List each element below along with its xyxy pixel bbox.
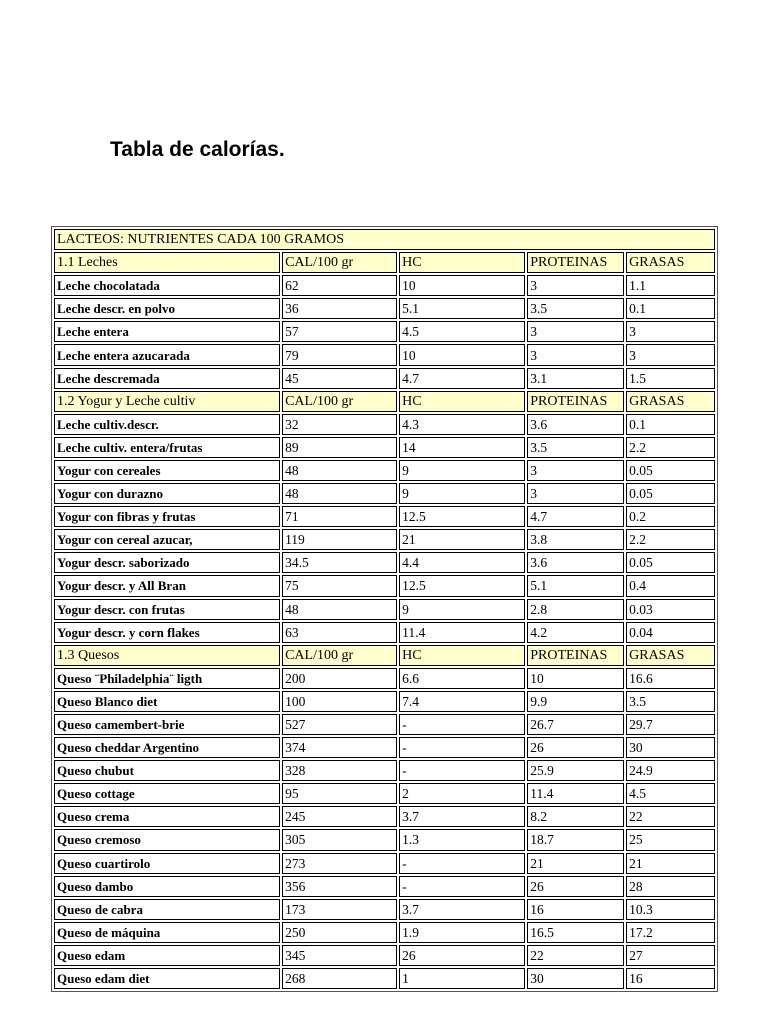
section-header-calories: CAL/100 gr bbox=[282, 391, 397, 412]
cell-fats: 27 bbox=[626, 945, 715, 966]
cell-calories: 345 bbox=[282, 945, 397, 966]
section-header-row bbox=[54, 391, 715, 412]
section-header-proteins: PROTEINAS bbox=[527, 391, 624, 412]
cell-carbs: 4.3 bbox=[399, 414, 525, 435]
table-row bbox=[54, 853, 715, 874]
section-header-calories: CAL/100 gr bbox=[282, 252, 397, 273]
cell-calories: 268 bbox=[282, 968, 397, 989]
cell-calories: 45 bbox=[282, 368, 397, 389]
cell-calories: 48 bbox=[282, 483, 397, 504]
cell-proteins: 21 bbox=[527, 853, 624, 874]
cell-carbs: 1.9 bbox=[399, 922, 525, 943]
cell-fats: 4.5 bbox=[626, 783, 715, 804]
cell-carbs: 21 bbox=[399, 529, 525, 550]
table-row bbox=[54, 506, 715, 527]
cell-fats: 22 bbox=[626, 806, 715, 827]
cell-proteins: 22 bbox=[527, 945, 624, 966]
cell-proteins: 2.8 bbox=[527, 599, 624, 620]
cell-fats: 0.03 bbox=[626, 599, 715, 620]
section-header-calories: CAL/100 gr bbox=[282, 645, 397, 666]
cell-carbs: 4.7 bbox=[399, 368, 525, 389]
cell-carbs: 4.4 bbox=[399, 552, 525, 573]
cell-proteins: 3 bbox=[527, 321, 624, 342]
cell-calories: 527 bbox=[282, 714, 397, 735]
table-row bbox=[54, 460, 715, 481]
cell-carbs: 9 bbox=[399, 460, 525, 481]
cell-calories: 245 bbox=[282, 806, 397, 827]
section-header-name: 1.3 Quesos bbox=[54, 645, 280, 666]
cell-carbs: 1.3 bbox=[399, 829, 525, 850]
cell-carbs: 1 bbox=[399, 968, 525, 989]
table-row bbox=[54, 714, 715, 735]
cell-calories: 89 bbox=[282, 437, 397, 458]
page-title: Tabla de calorías. bbox=[110, 138, 285, 161]
cell-name: Leche cultiv. entera/frutas bbox=[54, 437, 280, 458]
table-row bbox=[54, 622, 715, 643]
cell-carbs: 6.6 bbox=[399, 668, 525, 689]
cell-proteins: 3.6 bbox=[527, 552, 624, 573]
cell-name: Queso edam bbox=[54, 945, 280, 966]
cell-name: Queso cuartirolo bbox=[54, 853, 280, 874]
cell-proteins: 3 bbox=[527, 275, 624, 296]
cell-carbs: 12.5 bbox=[399, 575, 525, 596]
main-header-row bbox=[54, 229, 715, 250]
table-row bbox=[54, 368, 715, 389]
cell-name: Leche entera bbox=[54, 321, 280, 342]
table-row bbox=[54, 668, 715, 689]
cell-fats: 0.1 bbox=[626, 414, 715, 435]
cell-carbs: - bbox=[399, 737, 525, 758]
cell-name: Leche chocolatada bbox=[54, 275, 280, 296]
cell-carbs: 26 bbox=[399, 945, 525, 966]
cell-proteins: 3.6 bbox=[527, 414, 624, 435]
cell-fats: 17.2 bbox=[626, 922, 715, 943]
cell-name: Leche descr. en polvo bbox=[54, 298, 280, 319]
cell-carbs: 3.7 bbox=[399, 899, 525, 920]
cell-proteins: 3.1 bbox=[527, 368, 624, 389]
calorie-table-container bbox=[51, 226, 718, 1024]
cell-carbs: - bbox=[399, 760, 525, 781]
cell-fats: 21 bbox=[626, 853, 715, 874]
cell-carbs: 10 bbox=[399, 275, 525, 296]
table-row bbox=[54, 599, 715, 620]
cell-proteins: 3 bbox=[527, 460, 624, 481]
cell-fats: 3.5 bbox=[626, 691, 715, 712]
section-header-carbs: HC bbox=[399, 645, 525, 666]
cell-name: Queso cheddar Argentino bbox=[54, 737, 280, 758]
table-row bbox=[54, 968, 715, 989]
section-header-fats: GRASAS bbox=[626, 252, 715, 273]
cell-calories: 36 bbox=[282, 298, 397, 319]
cell-fats: 16.6 bbox=[626, 668, 715, 689]
cell-proteins: 10 bbox=[527, 668, 624, 689]
cell-carbs: 2 bbox=[399, 783, 525, 804]
cell-name: Queso edam diet bbox=[54, 968, 280, 989]
cell-proteins: 9.9 bbox=[527, 691, 624, 712]
cell-proteins: 5.1 bbox=[527, 575, 624, 596]
cell-proteins: 3.8 bbox=[527, 529, 624, 550]
cell-fats: 0.05 bbox=[626, 552, 715, 573]
cell-fats: 10.3 bbox=[626, 899, 715, 920]
cell-name: Yogur descr. con frutas bbox=[54, 599, 280, 620]
table-row bbox=[54, 529, 715, 550]
cell-calories: 79 bbox=[282, 344, 397, 365]
cell-proteins: 4.2 bbox=[527, 622, 624, 643]
cell-name: Queso crema bbox=[54, 806, 280, 827]
cell-fats: 29.7 bbox=[626, 714, 715, 735]
cell-name: Yogur con cereal azucar, bbox=[54, 529, 280, 550]
cell-carbs: 9 bbox=[399, 483, 525, 504]
cell-name: Queso chubut bbox=[54, 760, 280, 781]
section-header-proteins: PROTEINAS bbox=[527, 252, 624, 273]
cell-calories: 48 bbox=[282, 460, 397, 481]
cell-calories: 100 bbox=[282, 691, 397, 712]
cell-carbs: 12.5 bbox=[399, 506, 525, 527]
cell-fats: 24.9 bbox=[626, 760, 715, 781]
table-row bbox=[54, 344, 715, 365]
cell-proteins: 3 bbox=[527, 483, 624, 504]
cell-calories: 75 bbox=[282, 575, 397, 596]
cell-proteins: 25.9 bbox=[527, 760, 624, 781]
cell-name: Queso camembert-brie bbox=[54, 714, 280, 735]
cell-fats: 0.04 bbox=[626, 622, 715, 643]
table-row bbox=[54, 783, 715, 804]
cell-calories: 305 bbox=[282, 829, 397, 850]
table-row bbox=[54, 737, 715, 758]
section-header-fats: GRASAS bbox=[626, 391, 715, 412]
cell-calories: 173 bbox=[282, 899, 397, 920]
cell-calories: 48 bbox=[282, 599, 397, 620]
cell-calories: 95 bbox=[282, 783, 397, 804]
cell-fats: 0.05 bbox=[626, 460, 715, 481]
cell-calories: 328 bbox=[282, 760, 397, 781]
cell-proteins: 26.7 bbox=[527, 714, 624, 735]
table-row bbox=[54, 945, 715, 966]
table-row bbox=[54, 760, 715, 781]
cell-calories: 34.5 bbox=[282, 552, 397, 573]
table-row bbox=[54, 806, 715, 827]
calorie-table-body bbox=[54, 229, 715, 989]
cell-name: Queso Blanco diet bbox=[54, 691, 280, 712]
cell-fats: 1.1 bbox=[626, 275, 715, 296]
cell-proteins: 3 bbox=[527, 344, 624, 365]
table-row bbox=[54, 899, 715, 920]
cell-name: Leche entera azucarada bbox=[54, 344, 280, 365]
cell-proteins: 26 bbox=[527, 737, 624, 758]
cell-fats: 28 bbox=[626, 876, 715, 897]
section-header-name: 1.1 Leches bbox=[54, 252, 280, 273]
cell-name: Yogur con durazno bbox=[54, 483, 280, 504]
cell-name: Queso cremoso bbox=[54, 829, 280, 850]
main-header-cell: LACTEOS: NUTRIENTES CADA 100 GRAMOS bbox=[54, 229, 715, 250]
cell-name: Yogur descr. saborizado bbox=[54, 552, 280, 573]
cell-calories: 356 bbox=[282, 876, 397, 897]
cell-fats: 0.05 bbox=[626, 483, 715, 504]
cell-fats: 1.5 bbox=[626, 368, 715, 389]
table-row bbox=[54, 552, 715, 573]
cell-calories: 250 bbox=[282, 922, 397, 943]
cell-name: Leche cultiv.descr. bbox=[54, 414, 280, 435]
cell-proteins: 16 bbox=[527, 899, 624, 920]
cell-name: Queso cottage bbox=[54, 783, 280, 804]
cell-name: Queso de máquina bbox=[54, 922, 280, 943]
cell-fats: 0.4 bbox=[626, 575, 715, 596]
cell-name: Queso ¨Philadelphia¨ ligth bbox=[54, 668, 280, 689]
table-row bbox=[54, 437, 715, 458]
cell-calories: 71 bbox=[282, 506, 397, 527]
table-row bbox=[54, 829, 715, 850]
cell-fats: 0.1 bbox=[626, 298, 715, 319]
cell-proteins: 4.7 bbox=[527, 506, 624, 527]
table-row bbox=[54, 575, 715, 596]
cell-proteins: 3.5 bbox=[527, 437, 624, 458]
cell-name: Yogur con fibras y frutas bbox=[54, 506, 280, 527]
cell-carbs: - bbox=[399, 853, 525, 874]
cell-name: Queso de cabra bbox=[54, 899, 280, 920]
cell-name: Queso dambo bbox=[54, 876, 280, 897]
cell-calories: 63 bbox=[282, 622, 397, 643]
cell-calories: 374 bbox=[282, 737, 397, 758]
cell-calories: 119 bbox=[282, 529, 397, 550]
section-header-fats: GRASAS bbox=[626, 645, 715, 666]
cell-carbs: 10 bbox=[399, 344, 525, 365]
cell-fats: 0.2 bbox=[626, 506, 715, 527]
cell-fats: 30 bbox=[626, 737, 715, 758]
cell-carbs: 11.4 bbox=[399, 622, 525, 643]
table-row bbox=[54, 876, 715, 897]
section-header-carbs: HC bbox=[399, 391, 525, 412]
cell-proteins: 16.5 bbox=[527, 922, 624, 943]
cell-name: Leche descremada bbox=[54, 368, 280, 389]
cell-proteins: 30 bbox=[527, 968, 624, 989]
table-row bbox=[54, 414, 715, 435]
cell-carbs: 9 bbox=[399, 599, 525, 620]
cell-calories: 273 bbox=[282, 853, 397, 874]
cell-proteins: 26 bbox=[527, 876, 624, 897]
cell-carbs: 4.5 bbox=[399, 321, 525, 342]
cell-carbs: 7.4 bbox=[399, 691, 525, 712]
cell-fats: 25 bbox=[626, 829, 715, 850]
table-row bbox=[54, 691, 715, 712]
section-header-proteins: PROTEINAS bbox=[527, 645, 624, 666]
cell-carbs: 14 bbox=[399, 437, 525, 458]
cell-calories: 62 bbox=[282, 275, 397, 296]
table-row bbox=[54, 321, 715, 342]
cell-proteins: 8.2 bbox=[527, 806, 624, 827]
cell-fats: 3 bbox=[626, 344, 715, 365]
section-header-row bbox=[54, 645, 715, 666]
cell-name: Yogur descr. y All Bran bbox=[54, 575, 280, 596]
cell-calories: 57 bbox=[282, 321, 397, 342]
cell-name: Yogur con cereales bbox=[54, 460, 280, 481]
table-row bbox=[54, 275, 715, 296]
cell-fats: 16 bbox=[626, 968, 715, 989]
cell-name: Yogur descr. y corn flakes bbox=[54, 622, 280, 643]
section-header-carbs: HC bbox=[399, 252, 525, 273]
cell-calories: 32 bbox=[282, 414, 397, 435]
calorie-table bbox=[51, 226, 718, 992]
cell-carbs: - bbox=[399, 714, 525, 735]
cell-calories: 200 bbox=[282, 668, 397, 689]
cell-fats: 2.2 bbox=[626, 529, 715, 550]
table-row bbox=[54, 298, 715, 319]
table-row bbox=[54, 483, 715, 504]
section-header-name: 1.2 Yogur y Leche cultiv bbox=[54, 391, 280, 412]
cell-carbs: - bbox=[399, 876, 525, 897]
cell-fats: 3 bbox=[626, 321, 715, 342]
cell-carbs: 5.1 bbox=[399, 298, 525, 319]
cell-carbs: 3.7 bbox=[399, 806, 525, 827]
cell-fats: 2.2 bbox=[626, 437, 715, 458]
table-row bbox=[54, 922, 715, 943]
cell-proteins: 18.7 bbox=[527, 829, 624, 850]
cell-proteins: 3.5 bbox=[527, 298, 624, 319]
section-header-row bbox=[54, 252, 715, 273]
cell-proteins: 11.4 bbox=[527, 783, 624, 804]
